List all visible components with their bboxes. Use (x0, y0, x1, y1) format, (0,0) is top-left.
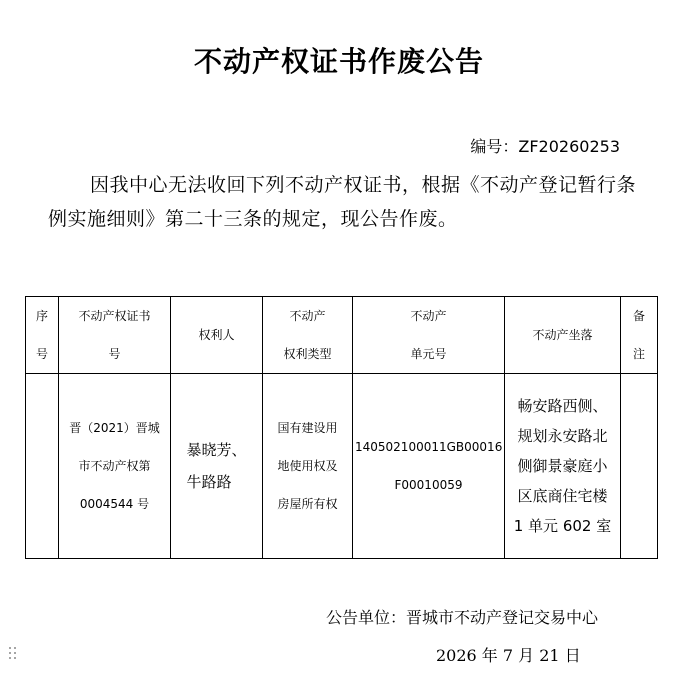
cell-seq (26, 374, 59, 559)
table-row (26, 374, 658, 559)
header-note: 备 注 (621, 297, 658, 374)
cell-unit-no: 140502100011GB00016 F00010059 (353, 374, 505, 559)
header-right-holder: 权利人 (171, 297, 263, 374)
notice-body-text: 因我中心无法收回下列不动产权证书，根据《不动产登记暂行条例实施细则》第二十三条的规定，现公告作废。 (48, 174, 637, 230)
notice-date: 2026 年 7 月 21 日 (436, 646, 581, 665)
announcing-unit-name: 晋城市不动产登记交易中心 (406, 608, 599, 627)
drag-handle-icon[interactable] (9, 647, 19, 663)
table-header-row (26, 297, 658, 374)
void-certificate-table (25, 296, 658, 559)
document-number (470, 134, 620, 157)
header-certificate-no: 不动产权证书 号 (59, 297, 171, 374)
document-number-label: 编号： (470, 137, 519, 156)
cell-right-type: 国有建设用 地使用权及 房屋所有权 (263, 374, 353, 559)
cell-right-holder: 暴晓芳、 牛路路 (171, 374, 263, 559)
document-title: 不动产权证书作废公告 (193, 45, 484, 78)
header-seq: 序 号 (26, 297, 59, 374)
cell-location: 畅安路西侧、 规划永安路北 侧御景豪庭小 区底商住宅楼 1 单元 602 室 (505, 374, 621, 559)
header-unit-no: 不动产 单元号 (353, 297, 505, 374)
cell-note (621, 374, 658, 559)
announcing-unit-label: 公告单位： (326, 608, 407, 627)
announcing-unit (326, 605, 598, 628)
header-location: 不动产坐落 (505, 297, 621, 374)
header-right-type: 不动产 权利类型 (263, 297, 353, 374)
cell-certificate-no: 晋（2021）晋城 市不动产权第 0004544 号 (59, 374, 171, 559)
document-number-value: ZF20260253 (518, 137, 620, 156)
